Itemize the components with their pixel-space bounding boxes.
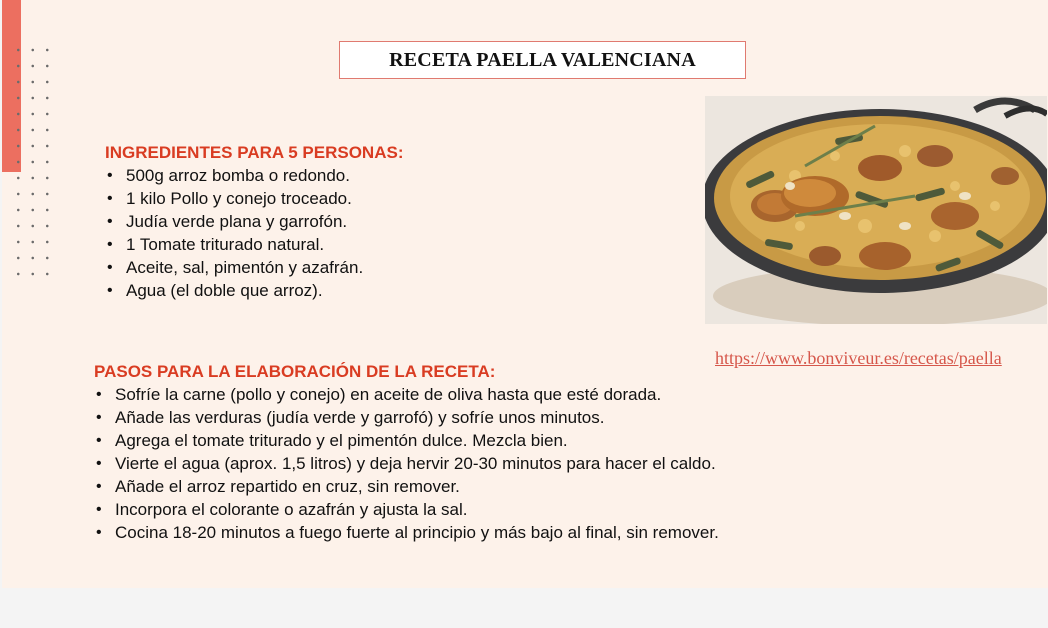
ingredients-heading: INGREDIENTES PARA 5 PERSONAS: [105,143,404,162]
dot-pattern [11,42,51,280]
list-item: • Cocina 18-20 minutos a fuego fuerte al principio y más bajo al final, sin remover. [94,521,734,544]
list-item: • 1 kilo Pollo y conejo troceado. [105,187,665,210]
recipe-slide [2,0,1048,588]
list-item: • 1 Tomate triturado natural. [105,233,665,256]
list-item: • Aceite, sal, pimentón y azafrán. [105,256,665,279]
list-item: • Añade el arroz repartido en cruz, sin remover. [94,475,734,498]
steps-list [94,383,734,544]
steps-heading: PASOS PARA LA ELABORACIÓN DE LA RECETA: [94,362,496,381]
list-item: • Judía verde plana y garrofón. [105,210,665,233]
list-item: • Sofríe la carne (pollo y conejo) en aceite de oliva hasta que esté dorada. [94,383,734,406]
list-item: • Incorpora el colorante o azafrán y ajusta la sal. [94,498,734,521]
title-box [339,41,746,79]
ingredients-list [105,164,665,302]
paella-pan-illustration [705,96,1047,324]
list-item: • Agua (el doble que arroz). [105,279,665,302]
page-title: RECETA PAELLA VALENCIANA [389,48,696,71]
list-item: • 500g arroz bomba o redondo. [105,164,665,187]
list-item: • Añade las verduras (judía verde y garrofó) y sofríe unos minutos. [94,406,734,429]
source-link[interactable]: https://www.bonviveur.es/recetas/paella [715,348,1002,368]
list-item: • Agrega el tomate triturado y el pimentón dulce. Mezcla bien. [94,429,734,452]
paella-image [705,96,1047,324]
list-item: • Vierte el agua (aprox. 1,5 litros) y deja hervir 20-30 minutos para hacer el caldo. [94,452,734,475]
